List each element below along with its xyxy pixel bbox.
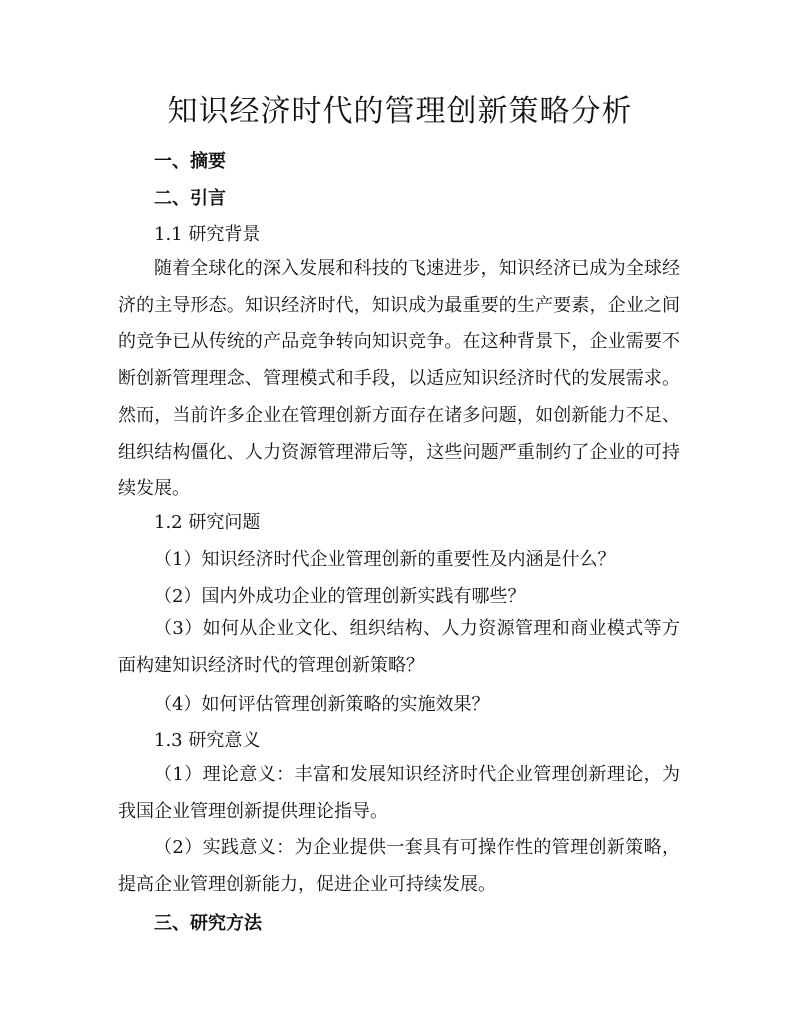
paragraph-background: 随着全球化的深入发展和科技的飞速进步，知识经济已成为全球经济的主导形态。知识经济时代，知识成为最重要的生产要素，企业之间的竞争已从传统的产品竞争转向知识竞争。在这种背景下，企业需要不断创新管理理念、管理模式和手段，以适应知识经济时代的发展需求。然而，当前许多企业在管理创新方面存在诸多问题，如创新能力不足、组织结构僵化、人力资源管理滞后等，这些问题严重制约了企业的可持续发展。 [118, 258, 680, 500]
document-title: 知识经济时代的管理创新策略分析 [167, 94, 633, 129]
significance-practice: （2）实践意义：为企业提供一套具有可操作性的管理创新策略，提高企业管理创新能力，促进企业可持续发展。 [118, 837, 680, 895]
research-question-4: （4）如何评估管理创新策略的实施效果？ [154, 694, 490, 715]
subsection-heading-questions: 1.2 研究问题 [154, 512, 261, 533]
research-question-2: （2）国内外成功企业的管理创新实践有哪些？ [154, 586, 526, 607]
subsection-heading-background: 1.1 研究背景 [154, 224, 261, 245]
section-heading-method: 三、研究方法 [154, 913, 262, 934]
significance-theory: （1）理论意义：丰富和发展知识经济时代企业管理创新理论，为我国企业管理创新提供理论指导。 [118, 764, 680, 822]
section-heading-intro: 二、引言 [154, 188, 226, 209]
research-question-3: （3）如何从企业文化、组织结构、人力资源管理和商业模式等方面构建知识经济时代的管理创新策略？ [118, 618, 680, 676]
subsection-heading-significance: 1.3 研究意义 [154, 730, 261, 751]
research-question-1: （1）知识经济时代企业管理创新的重要性及内涵是什么？ [154, 549, 616, 570]
section-heading-abstract: 一、摘要 [154, 151, 226, 172]
